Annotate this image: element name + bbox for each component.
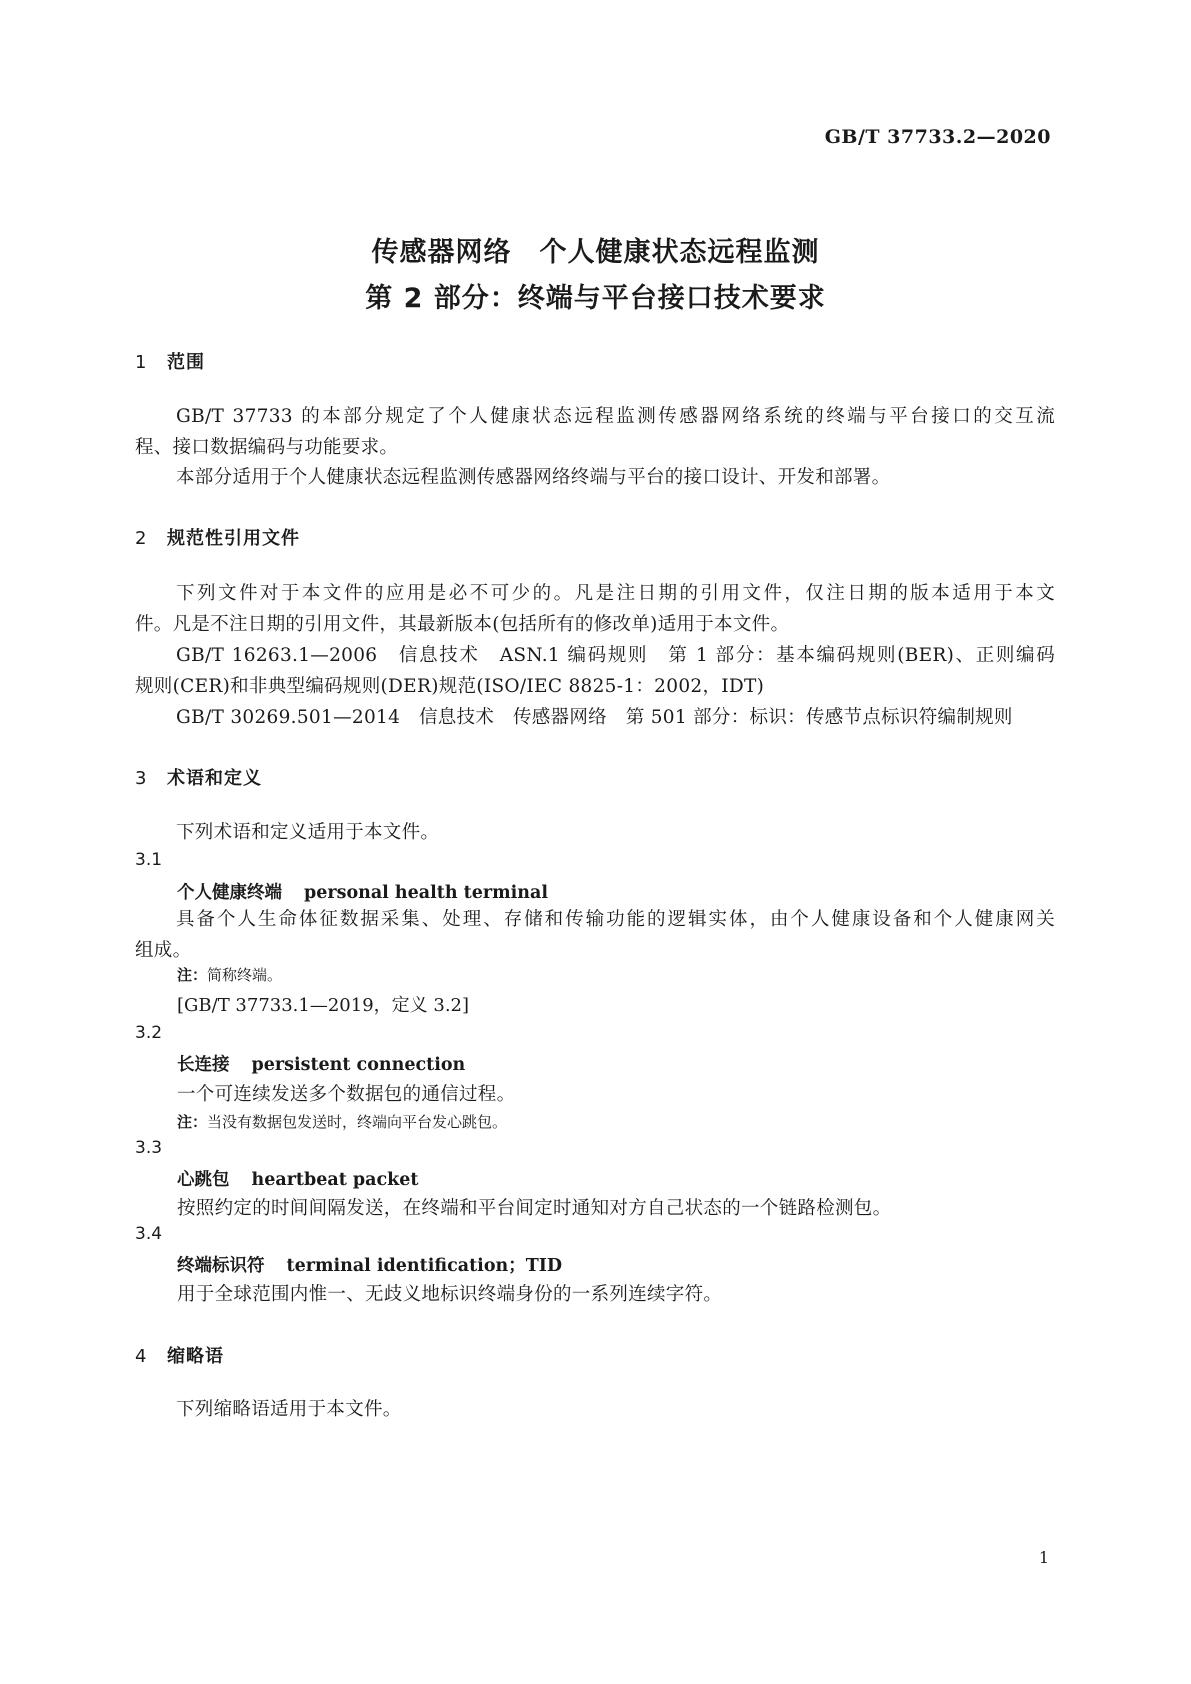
paragraph-line: 件。凡是不注日期的引用文件，其最新版本(包括所有的修改单)适用于本文件。 bbox=[135, 614, 790, 635]
section-title: 缩略语 bbox=[167, 1346, 224, 1367]
standard-number: GB/T 37733.2—2020 bbox=[824, 126, 1051, 148]
paragraph-line: 下列文件对于本文件的应用是必不可少的。凡是注日期的引用文件，仅注日期的版本适用于本文 bbox=[176, 583, 1055, 604]
section-1-paragraph-2 bbox=[135, 462, 1055, 493]
term-3-3 bbox=[177, 1166, 418, 1191]
term-3-2-definition: 一个可连续发送多个数据包的通信过程。 bbox=[177, 1084, 516, 1105]
term-chinese: 个人健康终端 bbox=[177, 883, 282, 903]
term-3-2 bbox=[177, 1051, 465, 1076]
note-text: 当没有数据包发送时，终端向平台发心跳包。 bbox=[207, 1113, 508, 1131]
term-3-1-source: [GB/T 37733.1—2019，定义 3.2] bbox=[177, 995, 470, 1016]
term-english: heartbeat packet bbox=[251, 1170, 419, 1190]
term-english: terminal identification；TID bbox=[286, 1256, 563, 1276]
term-3-4 bbox=[177, 1252, 562, 1277]
definition-line: 具备个人生命体征数据采集、处理、存储和传输功能的逻辑实体，由个人健康设备和个人健康网关 bbox=[176, 909, 1055, 930]
section-4-heading bbox=[135, 1342, 224, 1368]
reference-line: GB/T 16263.1—2006 信息技术 ASN.1 编码规则 第 1 部分：基本编码规则(BER)、正则编码 bbox=[176, 645, 1055, 666]
term-3-3-definition: 按照约定的时间间隔发送，在终端和平台间定时通知对方自己状态的一个链路检测包。 bbox=[177, 1198, 892, 1219]
term-english: personal health terminal bbox=[304, 883, 548, 903]
document-title-line2: 第 2 部分：终端与平台接口技术要求 bbox=[365, 283, 826, 314]
page-number: 1 bbox=[1038, 1548, 1049, 1567]
term-english: persistent connection bbox=[251, 1055, 466, 1075]
section-title: 术语和定义 bbox=[167, 768, 262, 789]
section-number: 3 bbox=[135, 768, 148, 789]
term-chinese: 长连接 bbox=[177, 1055, 230, 1075]
normative-reference-1 bbox=[135, 640, 1055, 702]
reference-line: 规则(CER)和非典型编码规则(DER)规范(ISO/IEC 8825-1：2002，IDT) bbox=[135, 676, 765, 697]
section-1-paragraph-1 bbox=[135, 401, 1055, 463]
section-1-heading bbox=[135, 348, 205, 374]
term-3-4-definition: 用于全球范围内惟一、无歧义地标识终端身份的一系列连续字符。 bbox=[177, 1284, 723, 1305]
term-3-1-note bbox=[177, 964, 282, 985]
section-number: 2 bbox=[135, 528, 148, 549]
term-number: 3.2 bbox=[135, 1023, 163, 1043]
section-3-heading bbox=[135, 764, 262, 790]
term-3-1 bbox=[177, 879, 548, 904]
section-3-intro: 下列术语和定义适用于本文件。 bbox=[176, 822, 440, 843]
section-number: 4 bbox=[135, 1346, 148, 1367]
normative-reference-2: GB/T 30269.501—2014 信息技术 传感器网络 第 501 部分：标识：传感节点标识符编制规则 bbox=[176, 707, 1013, 728]
note-text: 简称终端。 bbox=[207, 966, 283, 984]
term-number: 3.3 bbox=[135, 1138, 163, 1158]
definition-line: 组成。 bbox=[135, 940, 192, 961]
term-chinese: 心跳包 bbox=[177, 1170, 230, 1190]
section-number: 1 bbox=[135, 352, 148, 373]
section-2-heading bbox=[135, 524, 300, 550]
note-label: 注： bbox=[177, 1113, 208, 1131]
term-chinese: 终端标识符 bbox=[177, 1256, 265, 1276]
term-number: 3.4 bbox=[135, 1224, 163, 1244]
paragraph-line: 程、接口数据编码与功能要求。 bbox=[135, 437, 399, 458]
section-4-intro: 下列缩略语适用于本文件。 bbox=[176, 1399, 402, 1420]
section-2-paragraph bbox=[135, 578, 1055, 640]
section-title: 范围 bbox=[167, 352, 205, 373]
note-label: 注： bbox=[177, 966, 208, 984]
term-3-2-note bbox=[177, 1111, 507, 1132]
document-title-line1: 传感器网络 个人健康状态远程监测 bbox=[371, 237, 820, 268]
term-3-1-definition bbox=[135, 904, 1055, 966]
paragraph-line: GB/T 37733 的本部分规定了个人健康状态远程监测传感器网络系统的终端与平台接口的交互流 bbox=[176, 406, 1055, 427]
term-number: 3.1 bbox=[135, 850, 163, 870]
paragraph-line: 本部分适用于个人健康状态远程监测传感器网络终端与平台的接口设计、开发和部署。 bbox=[176, 467, 891, 488]
section-title: 规范性引用文件 bbox=[167, 528, 300, 549]
